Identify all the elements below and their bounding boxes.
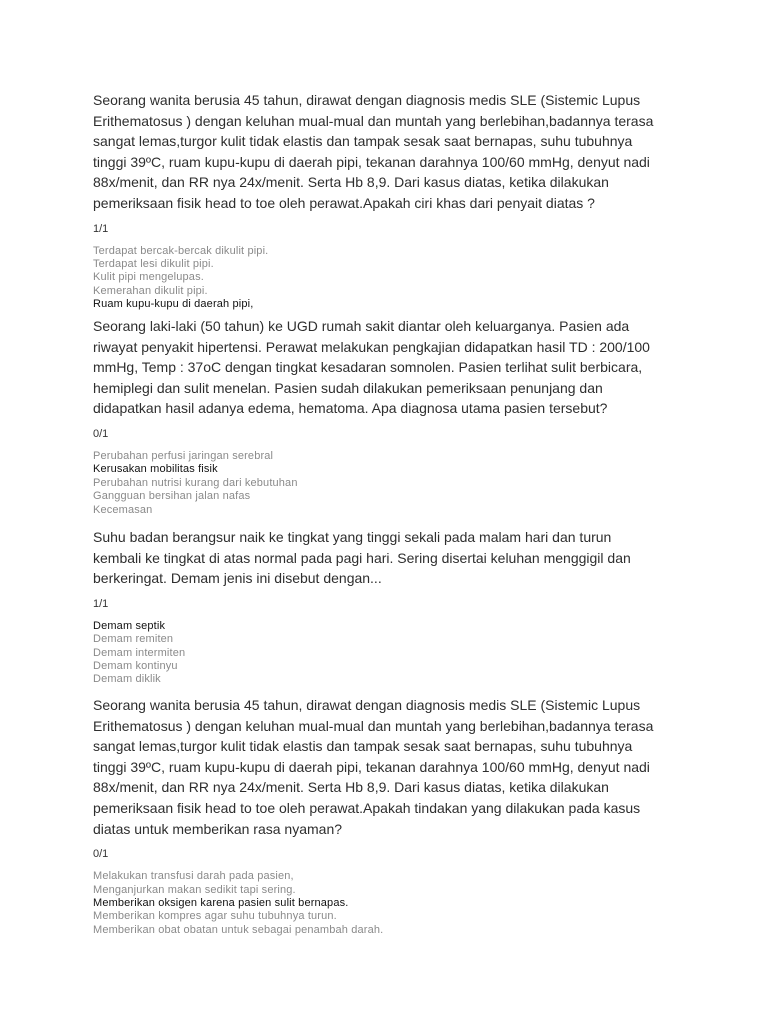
question-block-2 bbox=[93, 316, 650, 517]
answer-option-selected: Ruam kupu-kupu di daerah pipi, bbox=[93, 298, 254, 311]
answer-option: Demam intermiten bbox=[93, 646, 186, 659]
question-block-1 bbox=[93, 90, 653, 312]
question-text: Suhu badan berangsur naik ke tingkat yang tinggi sekali pada malam hari dan turun kembali ke tingkat di atas normal pada pagi hari. Sering disertai keluhan menggigil dan berkeringat. Demam jenis ini disebut dengan... bbox=[93, 529, 631, 587]
question-score: 0/1 bbox=[93, 427, 109, 440]
answer-option: Kecemasan bbox=[93, 503, 153, 516]
answer-option-selected: Memberikan oksigen karena pasien sulit bernapas. bbox=[93, 896, 349, 909]
answer-option: Memberikan kompres agar suhu tubuhnya turun. bbox=[93, 910, 337, 923]
question-text: Seorang wanita berusia 45 tahun, dirawat dengan diagnosis medis SLE (Sistemic Lupus Erithematosus ) dengan keluhan mual-mual dan muntah yang berlebihan,badannya terasa sangat lemas,turgor kulit tidak elastis dan tampak sesak saat bernapas, suhu tubuhnya tinggi 39ºC, ruam kupu-kupu di daerah pipi, tekanan darahnya 100/60 mmHg, denyut nadi 88x/menit, dan RR nya 24x/menit. Serta Hb 8,9. Dari kasus diatas, ketika dilakukan pemeriksaan fisik head to toe oleh perawat.Apakah tindakan yang dilakukan pada kasus diatas untuk memberikan rasa nyaman? bbox=[93, 697, 654, 837]
answer-option: Perubahan nutrisi kurang dari kebutuhan bbox=[93, 476, 298, 489]
answer-options bbox=[93, 245, 653, 312]
answer-option: Memberikan obat obatan untuk sebagai penambah darah. bbox=[93, 923, 384, 936]
answer-options bbox=[93, 870, 653, 937]
answer-option: Kemerahan dikulit pipi. bbox=[93, 284, 208, 297]
answer-option: Menganjurkan makan sedikit tapi sering. bbox=[93, 883, 296, 896]
question-block-4 bbox=[93, 695, 653, 937]
question-block-3 bbox=[93, 527, 631, 687]
answer-option: Melakukan transfusi darah pada pasien, bbox=[93, 870, 294, 883]
answer-option: Kulit pipi mengelupas. bbox=[93, 271, 204, 284]
answer-option: Gangguan bersihan jalan nafas bbox=[93, 490, 251, 503]
answer-option: Terdapat lesi dikulit pipi. bbox=[93, 257, 214, 270]
answer-options bbox=[93, 620, 631, 687]
question-score: 0/1 bbox=[93, 848, 109, 861]
answer-options bbox=[93, 450, 650, 517]
question-score: 1/1 bbox=[93, 597, 109, 610]
answer-option: Demam kontinyu bbox=[93, 660, 178, 672]
answer-option: Terdapat bercak-bercak dikulit pipi. bbox=[93, 244, 269, 257]
answer-option: Demam diklik bbox=[93, 673, 161, 686]
answer-option: Perubahan perfusi jaringan serebral bbox=[93, 449, 274, 462]
answer-option-selected: Kerusakan mobilitas fisik bbox=[93, 463, 218, 476]
answer-option: Demam remiten bbox=[93, 633, 174, 646]
question-text: Seorang wanita berusia 45 tahun, dirawat dengan diagnosis medis SLE (Sistemic Lupus Erithematosus ) dengan keluhan mual-mual dan muntah yang berlebihan,badannya terasa sangat lemas,turgor kulit tidak elastis dan tampak sesak saat bernapas, suhu tubuhnya tinggi 39ºC, ruam kupu-kupu di daerah pipi, tekanan darahnya 100/60 mmHg, denyut nadi 88x/menit, dan RR nya 24x/menit. Serta Hb 8,9. Dari kasus diatas, ketika dilakukan pemeriksaan fisik head to toe oleh perawat.Apakah ciri khas dari penyait diatas ? bbox=[93, 92, 654, 211]
question-score: 1/1 bbox=[93, 222, 109, 235]
answer-option-selected: Demam septik bbox=[93, 619, 166, 632]
question-text: Seorang laki-laki (50 tahun) ke UGD rumah sakit diantar oleh keluarganya. Pasien ada riwayat penyakit hipertensi. Perawat melakukan pengkajian didapatkan hasil TD : 200/100 mmHg, Temp : 37oC dengan tingkat kesadaran somnolen. Pasien terlihat sulit berbicara, hemiplegi dan sulit menelan. Pasien sudah dilakukan pemeriksaan penunjang dan didapatkan hasil adanya edema, hematoma. Apa diagnosa utama pasien tersebut? bbox=[93, 318, 650, 417]
